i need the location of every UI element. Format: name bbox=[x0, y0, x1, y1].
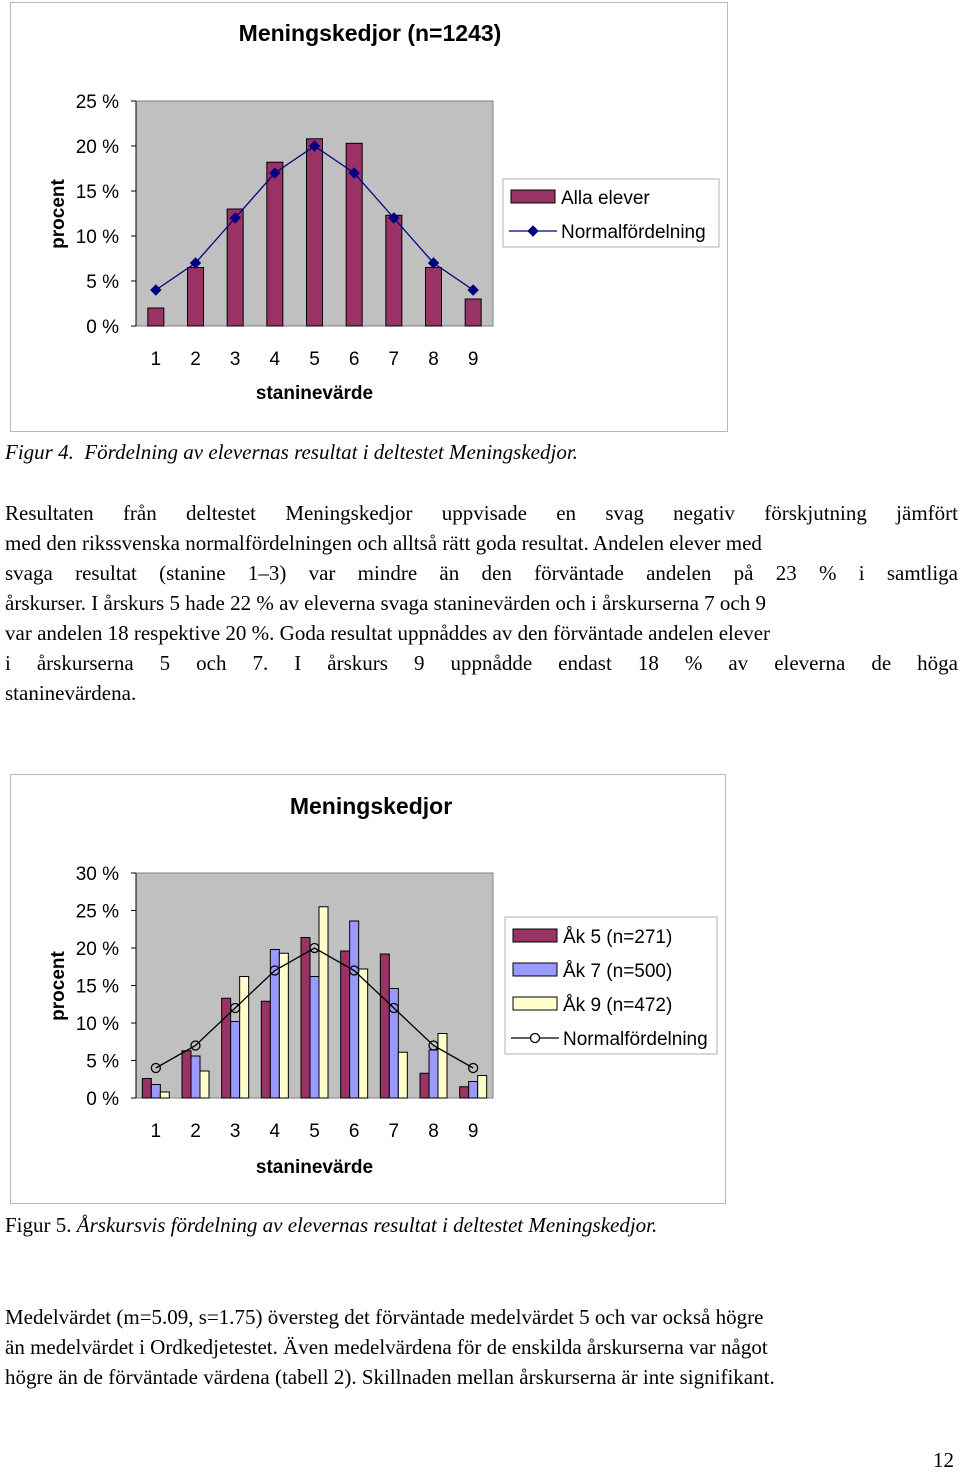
bar bbox=[386, 215, 402, 326]
bar bbox=[307, 139, 323, 326]
x-tick-label: 8 bbox=[428, 1121, 439, 1142]
paragraph-1 bbox=[5, 498, 958, 708]
y-tick-label: 10 % bbox=[75, 1014, 119, 1035]
x-tick-label: 9 bbox=[467, 1121, 479, 1142]
bar bbox=[398, 1052, 407, 1098]
legend-label: Normalfördelning bbox=[563, 1029, 708, 1050]
y-tick-label: 25 % bbox=[75, 92, 119, 113]
x-tick-label: 4 bbox=[269, 349, 281, 370]
bar bbox=[429, 1050, 438, 1098]
figure4-caption bbox=[5, 440, 578, 465]
figure5-chart bbox=[10, 774, 726, 1204]
bar bbox=[191, 1056, 200, 1098]
x-tick-label: 8 bbox=[428, 349, 439, 370]
y-tick-label: 5 % bbox=[86, 1051, 119, 1073]
paragraph-2-line: än medelvärdet i Ordkedjetestet. Även medelvärdena för de enskilda årskurserna var något bbox=[5, 1335, 768, 1359]
x-tick-label: 5 bbox=[309, 349, 320, 370]
paragraph-2-line: högre än de förväntade värdena (tabell 2). Skillnaden mellan årskurserna är inte signifikant. bbox=[5, 1365, 775, 1389]
legend-marker bbox=[531, 1034, 540, 1043]
y-tick-label: 5 % bbox=[86, 272, 119, 293]
y-tick-label: 20 % bbox=[75, 137, 119, 158]
bar bbox=[182, 1051, 191, 1098]
legend-label: Normalfördelning bbox=[561, 222, 706, 243]
chart-title: Meningskedjor bbox=[289, 793, 453, 819]
y-tick-label: 0 % bbox=[86, 1089, 119, 1110]
x-tick-label: 6 bbox=[348, 349, 360, 370]
figure4-chart bbox=[10, 2, 728, 432]
legend-label: Åk 5 (n=271) bbox=[563, 927, 673, 948]
bar bbox=[420, 1073, 429, 1098]
figure5-chart-svg bbox=[11, 775, 725, 1203]
bar bbox=[151, 1085, 160, 1099]
page-number: 12 bbox=[933, 1448, 954, 1472]
bar bbox=[350, 921, 359, 1098]
legend-swatch bbox=[513, 963, 557, 976]
bar bbox=[478, 1076, 487, 1099]
y-tick-label: 15 % bbox=[75, 976, 119, 998]
y-tick-label: 10 % bbox=[75, 227, 119, 248]
y-tick-label: 25 % bbox=[75, 901, 119, 923]
bar bbox=[465, 299, 481, 326]
bar bbox=[200, 1071, 209, 1098]
bar bbox=[310, 977, 319, 1099]
paragraph-1-line: årskurser. I årskurs 5 hade 22 % av eleverna svaga staninevärden och i årskurserna 7 och 9 bbox=[5, 591, 766, 615]
legend-swatch bbox=[513, 997, 557, 1010]
legend-label: Åk 9 (n=472) bbox=[563, 995, 673, 1016]
bar bbox=[267, 162, 283, 326]
x-tick-label: 6 bbox=[348, 1121, 360, 1142]
bar bbox=[142, 1079, 151, 1099]
x-tick-label: 4 bbox=[269, 1121, 281, 1142]
bar bbox=[469, 1082, 478, 1099]
legend-label: Åk 7 (n=500) bbox=[563, 961, 673, 982]
x-tick-label: 2 bbox=[190, 349, 201, 370]
y-tick-label: 0 % bbox=[86, 317, 119, 338]
bar bbox=[227, 209, 243, 326]
paragraph-1-line: i årskurserna 5 och 7. I årskurs 9 uppnådde endast 18 % av eleverna de höga bbox=[5, 651, 958, 675]
y-axis-label: procent bbox=[48, 951, 69, 1021]
bar bbox=[261, 1001, 270, 1098]
figure4-caption-label: Figur 4. bbox=[5, 440, 74, 464]
bar bbox=[148, 308, 164, 326]
bar bbox=[438, 1034, 447, 1099]
bar bbox=[270, 950, 279, 1099]
paragraph-2-line: Medelvärdet (m=5.09, s=1.75) översteg det förväntade medelvärdet 5 och var också högre bbox=[5, 1305, 764, 1329]
bar bbox=[231, 1022, 240, 1099]
paragraph-2 bbox=[5, 1302, 958, 1392]
legend-swatch bbox=[511, 190, 555, 203]
x-tick-label: 7 bbox=[388, 1121, 400, 1142]
x-axis-label: staninevärde bbox=[255, 1157, 374, 1178]
x-tick-label: 9 bbox=[467, 349, 479, 370]
figure5-caption-text: Årskursvis fördelning av elevernas resultat i deltestet Meningskedjor. bbox=[76, 1213, 658, 1237]
paragraph-1-line: med den rikssvenska normalfördelningen och alltså rätt goda resultat. Andelen elever med bbox=[5, 531, 762, 555]
bar bbox=[460, 1087, 469, 1098]
y-tick-label: 30 % bbox=[75, 864, 119, 885]
figure5-caption-label: Figur 5. bbox=[5, 1213, 72, 1237]
legend-label: Alla elever bbox=[561, 188, 650, 209]
paragraph-1-line: Resultaten från deltestet Meningskedjor uppvisade en svag negativ förskjutning jämfört bbox=[5, 501, 958, 525]
figure4-chart-svg bbox=[11, 3, 727, 431]
figure4-caption-text: Fördelning av elevernas resultat i deltestet Meningskedjor. bbox=[84, 440, 578, 464]
bar bbox=[359, 969, 368, 1098]
paragraph-1-line: svaga resultat (stanine 1–3) var mindre än den förväntade andelen på 23 % i samtliga bbox=[5, 561, 958, 585]
bar bbox=[188, 268, 204, 327]
legend-swatch bbox=[513, 929, 557, 942]
x-tick-label: 7 bbox=[388, 349, 400, 370]
bar bbox=[160, 1092, 169, 1098]
bar bbox=[341, 951, 350, 1098]
bar bbox=[279, 953, 288, 1098]
y-axis-label: procent bbox=[48, 179, 69, 249]
x-tick-label: 3 bbox=[229, 1121, 241, 1142]
x-tick-label: 5 bbox=[309, 1121, 320, 1142]
bar bbox=[380, 954, 389, 1098]
paragraph-1-line: var andelen 18 respektive 20 %. Goda resultat uppnåddes av den förväntade andelen elever bbox=[5, 621, 771, 645]
x-tick-label: 2 bbox=[190, 1121, 201, 1142]
y-tick-label: 15 % bbox=[75, 182, 119, 203]
figure5-caption bbox=[5, 1213, 657, 1238]
x-tick-label: 1 bbox=[150, 1121, 162, 1142]
bar bbox=[301, 938, 310, 1099]
x-axis-label: staninevärde bbox=[255, 383, 374, 404]
bar bbox=[319, 907, 328, 1098]
x-tick-label: 1 bbox=[150, 349, 162, 370]
chart-title: Meningskedjor (n=1243) bbox=[238, 20, 502, 46]
y-tick-label: 20 % bbox=[75, 939, 119, 960]
bar bbox=[240, 977, 249, 1099]
x-tick-label: 3 bbox=[229, 349, 241, 370]
paragraph-1-line: staninevärdena. bbox=[5, 681, 137, 705]
bar bbox=[426, 268, 442, 327]
